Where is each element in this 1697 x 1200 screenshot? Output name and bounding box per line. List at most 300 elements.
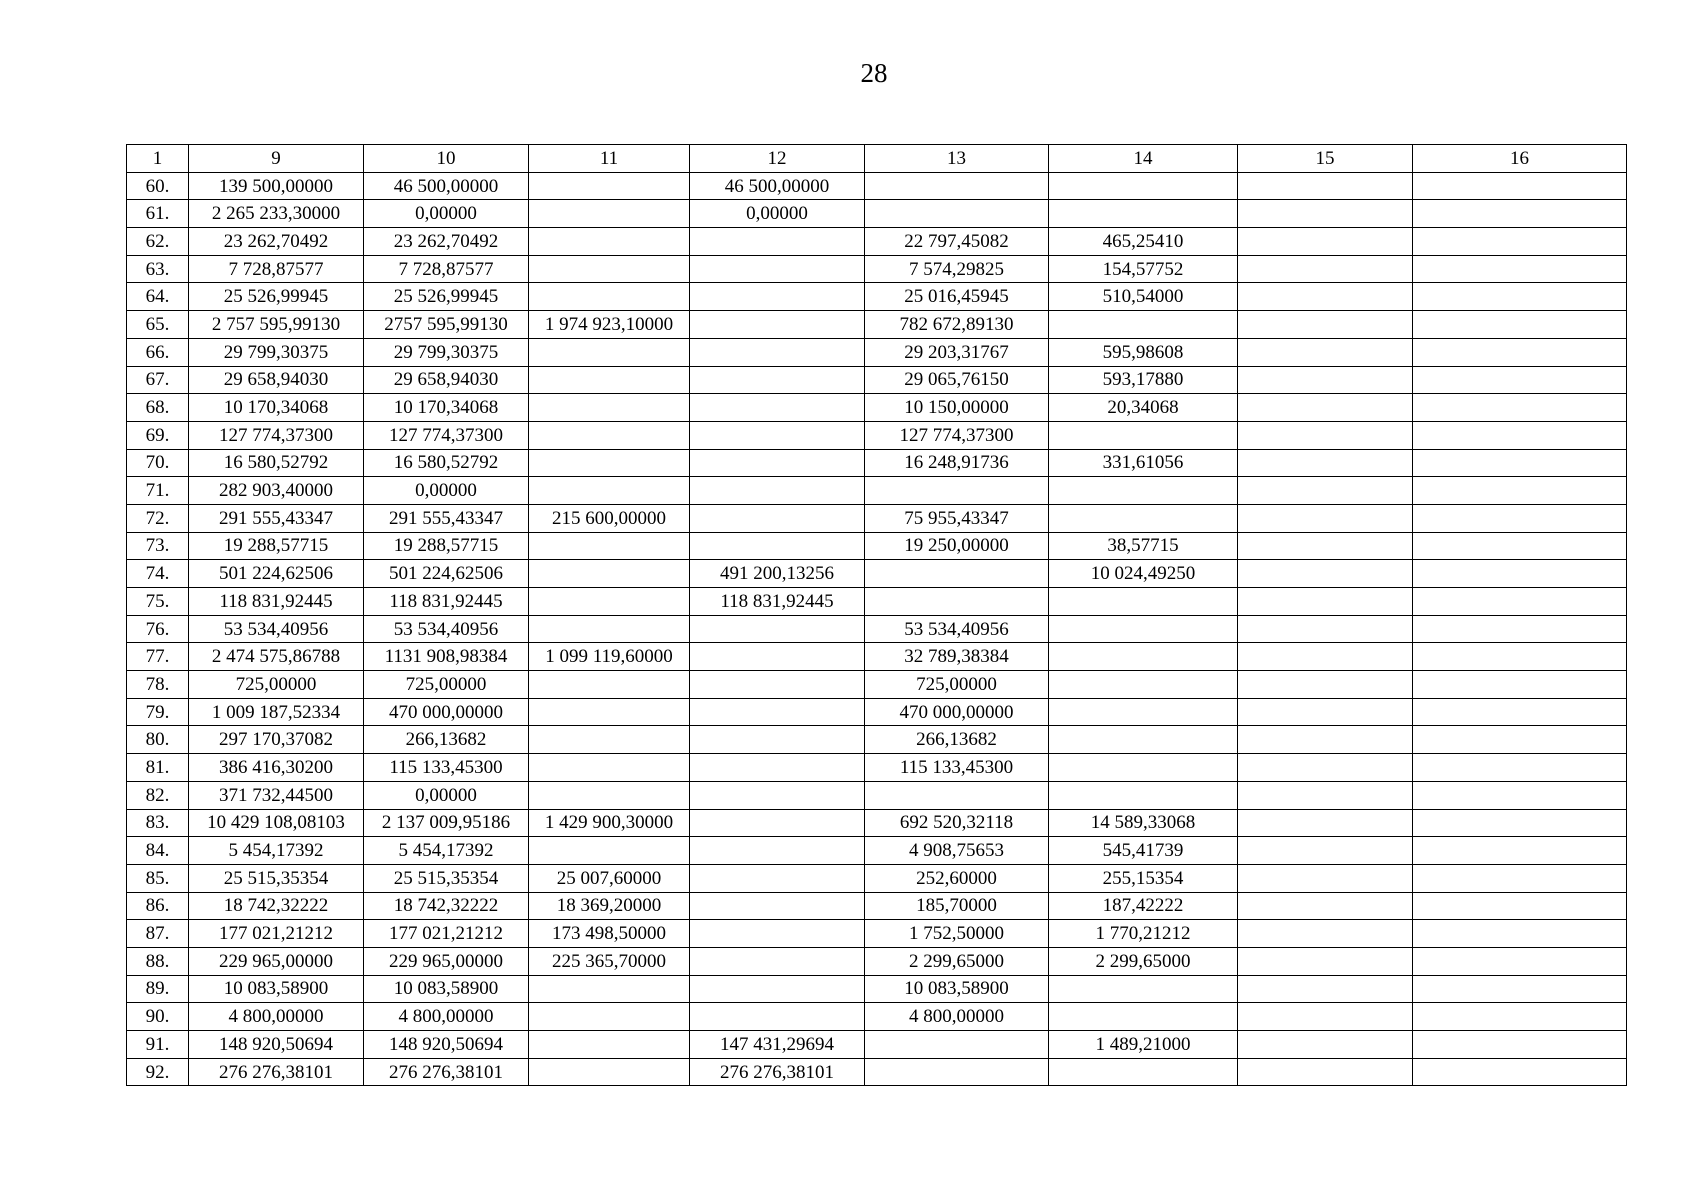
table-cell: 177 021,21212: [364, 920, 529, 948]
table-cell: [1413, 726, 1627, 754]
table-row: [127, 1058, 1627, 1086]
table-cell: [1413, 947, 1627, 975]
table-cell: [1049, 975, 1238, 1003]
table-cell: [1413, 1003, 1627, 1031]
table-cell: 501 224,62506: [189, 560, 364, 588]
table-cell: 0,00000: [364, 200, 529, 228]
table-cell: 23 262,70492: [364, 228, 529, 256]
table-cell: [1413, 311, 1627, 339]
table-cell: [1238, 311, 1413, 339]
table-cell: [1049, 421, 1238, 449]
table-cell: [1238, 421, 1413, 449]
table-cell: [529, 283, 690, 311]
table-cell: 53 534,40956: [865, 615, 1049, 643]
table-cell: [1413, 504, 1627, 532]
table-cell: [690, 754, 865, 782]
table-cell: [690, 338, 865, 366]
row-number-cell: 64.: [127, 283, 189, 311]
table-cell: [1413, 920, 1627, 948]
table-cell: 18 742,32222: [364, 892, 529, 920]
table-cell: 187,42222: [1049, 892, 1238, 920]
table-cell: 32 789,38384: [865, 643, 1049, 671]
table-cell: [1413, 1058, 1627, 1086]
table-cell: [1413, 892, 1627, 920]
table-cell: 19 288,57715: [189, 532, 364, 560]
table-cell: 225 365,70000: [529, 947, 690, 975]
table-cell: 252,60000: [865, 864, 1049, 892]
table-cell: [1413, 366, 1627, 394]
table-cell: [529, 1003, 690, 1031]
table-cell: 118 831,92445: [690, 588, 865, 616]
table-cell: [1049, 311, 1238, 339]
table-cell: [690, 255, 865, 283]
table-row: [127, 864, 1627, 892]
row-number-cell: 87.: [127, 920, 189, 948]
table-cell: 4 908,75653: [865, 837, 1049, 865]
table-cell: 29 799,30375: [364, 338, 529, 366]
table-cell: [690, 228, 865, 256]
table-cell: 29 799,30375: [189, 338, 364, 366]
row-number-cell: 86.: [127, 892, 189, 920]
table-cell: 16 248,91736: [865, 449, 1049, 477]
table-row: [127, 698, 1627, 726]
table-cell: [529, 532, 690, 560]
table-cell: [1413, 560, 1627, 588]
table-cell: 139 500,00000: [189, 172, 364, 200]
table-cell: [1413, 837, 1627, 865]
table-cell: 147 431,29694: [690, 1031, 865, 1059]
row-number-cell: 78.: [127, 671, 189, 699]
table-cell: 1 009 187,52334: [189, 698, 364, 726]
row-number-cell: 63.: [127, 255, 189, 283]
table-cell: 276 276,38101: [189, 1058, 364, 1086]
table-cell: [1413, 338, 1627, 366]
table-cell: 177 021,21212: [189, 920, 364, 948]
table-cell: [1238, 449, 1413, 477]
page-number: 28: [860, 58, 888, 88]
table-cell: 38,57715: [1049, 532, 1238, 560]
table-cell: 2757 595,99130: [364, 311, 529, 339]
table-cell: 4 800,00000: [189, 1003, 364, 1031]
table-cell: [865, 477, 1049, 505]
table-cell: [1238, 200, 1413, 228]
table-cell: [1413, 588, 1627, 616]
table-cell: 25 515,35354: [189, 864, 364, 892]
table-cell: [690, 283, 865, 311]
table-cell: [690, 781, 865, 809]
table-cell: 18 369,20000: [529, 892, 690, 920]
table-cell: 173 498,50000: [529, 920, 690, 948]
table-cell: [529, 754, 690, 782]
table-cell: 185,70000: [865, 892, 1049, 920]
table-cell: [690, 366, 865, 394]
table-cell: [529, 837, 690, 865]
table-cell: 29 203,31767: [865, 338, 1049, 366]
row-number-cell: 83.: [127, 809, 189, 837]
table-cell: 19 250,00000: [865, 532, 1049, 560]
table-cell: 29 658,94030: [189, 366, 364, 394]
table-cell: [690, 671, 865, 699]
table-cell: [865, 560, 1049, 588]
row-number-cell: 71.: [127, 477, 189, 505]
row-number-cell: 85.: [127, 864, 189, 892]
table-cell: [1413, 809, 1627, 837]
table-row: [127, 588, 1627, 616]
table-cell: 10 170,34068: [189, 394, 364, 422]
table-cell: 2 299,65000: [1049, 947, 1238, 975]
table-cell: [1238, 837, 1413, 865]
table-row: [127, 754, 1627, 782]
table-row: [127, 421, 1627, 449]
table-cell: [1413, 643, 1627, 671]
table-cell: 154,57752: [1049, 255, 1238, 283]
column-header: 14: [1049, 145, 1238, 173]
table-cell: 115 133,45300: [364, 754, 529, 782]
table-row: [127, 947, 1627, 975]
row-number-cell: 79.: [127, 698, 189, 726]
row-number-cell: 72.: [127, 504, 189, 532]
table-cell: [1238, 504, 1413, 532]
table-cell: 16 580,52792: [189, 449, 364, 477]
table-cell: 255,15354: [1049, 864, 1238, 892]
table-cell: [529, 975, 690, 1003]
table-cell: [1238, 283, 1413, 311]
table-cell: [529, 560, 690, 588]
row-number-cell: 88.: [127, 947, 189, 975]
table-row: [127, 643, 1627, 671]
table-cell: [1049, 200, 1238, 228]
table-cell: 10 083,58900: [865, 975, 1049, 1003]
table-cell: 2 474 575,86788: [189, 643, 364, 671]
table-cell: 148 920,50694: [364, 1031, 529, 1059]
table-cell: 371 732,44500: [189, 781, 364, 809]
table-cell: 22 797,45082: [865, 228, 1049, 256]
table-cell: [690, 311, 865, 339]
table-cell: [529, 255, 690, 283]
table-cell: [1238, 615, 1413, 643]
row-number-cell: 90.: [127, 1003, 189, 1031]
row-number-cell: 75.: [127, 588, 189, 616]
table-cell: [1413, 864, 1627, 892]
table-row: [127, 671, 1627, 699]
table-row: [127, 172, 1627, 200]
table-cell: 1 752,50000: [865, 920, 1049, 948]
table-cell: 10 150,00000: [865, 394, 1049, 422]
table-cell: [1413, 781, 1627, 809]
table-cell: 4 800,00000: [865, 1003, 1049, 1031]
table-row: [127, 975, 1627, 1003]
table-cell: 75 955,43347: [865, 504, 1049, 532]
table-cell: [1413, 754, 1627, 782]
table-cell: 118 831,92445: [189, 588, 364, 616]
table-cell: [529, 588, 690, 616]
table-cell: [865, 172, 1049, 200]
table-cell: [1049, 671, 1238, 699]
table-cell: 29 065,76150: [865, 366, 1049, 394]
table-row: [127, 394, 1627, 422]
row-number-cell: 92.: [127, 1058, 189, 1086]
table-cell: [690, 394, 865, 422]
row-number-cell: 84.: [127, 837, 189, 865]
table-cell: 29 658,94030: [364, 366, 529, 394]
table-cell: [1049, 754, 1238, 782]
table-cell: [1238, 864, 1413, 892]
table-row: [127, 477, 1627, 505]
table-cell: [1238, 588, 1413, 616]
column-header: 9: [189, 145, 364, 173]
table-cell: 725,00000: [364, 671, 529, 699]
table-cell: [1238, 781, 1413, 809]
table-cell: 1 770,21212: [1049, 920, 1238, 948]
table-cell: [1238, 975, 1413, 1003]
column-header: 16: [1413, 145, 1627, 173]
table-row: [127, 200, 1627, 228]
table-cell: 25 016,45945: [865, 283, 1049, 311]
table-cell: [529, 449, 690, 477]
row-number-cell: 80.: [127, 726, 189, 754]
table-cell: [865, 200, 1049, 228]
table-cell: 5 454,17392: [189, 837, 364, 865]
table-cell: [1238, 892, 1413, 920]
table-cell: 25 526,99945: [364, 283, 529, 311]
table-cell: [529, 671, 690, 699]
table-row: [127, 1003, 1627, 1031]
table-cell: [690, 698, 865, 726]
table-row: [127, 228, 1627, 256]
table-cell: [1049, 588, 1238, 616]
table-cell: [1238, 532, 1413, 560]
table-cell: 5 454,17392: [364, 837, 529, 865]
table-cell: [1413, 255, 1627, 283]
column-header: 15: [1238, 145, 1413, 173]
row-number-cell: 67.: [127, 366, 189, 394]
table-cell: [690, 643, 865, 671]
row-number-cell: 73.: [127, 532, 189, 560]
table-cell: [1049, 1003, 1238, 1031]
table-cell: [1238, 394, 1413, 422]
table-row: [127, 255, 1627, 283]
table-cell: 2 265 233,30000: [189, 200, 364, 228]
table-cell: 10 429 108,08103: [189, 809, 364, 837]
table-cell: [529, 698, 690, 726]
row-number-cell: 89.: [127, 975, 189, 1003]
table-cell: 25 515,35354: [364, 864, 529, 892]
column-header: 11: [529, 145, 690, 173]
table-cell: [690, 864, 865, 892]
row-number-cell: 91.: [127, 1031, 189, 1059]
table-cell: [1238, 1058, 1413, 1086]
table-cell: [865, 1058, 1049, 1086]
table-cell: [1238, 1003, 1413, 1031]
table-cell: 725,00000: [865, 671, 1049, 699]
table-cell: 1 429 900,30000: [529, 809, 690, 837]
table-cell: 53 534,40956: [189, 615, 364, 643]
table-cell: [690, 837, 865, 865]
row-number-cell: 69.: [127, 421, 189, 449]
table-cell: 115 133,45300: [865, 754, 1049, 782]
table-row: [127, 504, 1627, 532]
table-cell: 127 774,37300: [189, 421, 364, 449]
table-cell: [865, 1031, 1049, 1059]
table-cell: [1413, 394, 1627, 422]
table-cell: [1413, 283, 1627, 311]
table-cell: [1238, 338, 1413, 366]
row-number-cell: 61.: [127, 200, 189, 228]
table-cell: [1049, 781, 1238, 809]
table-row: [127, 837, 1627, 865]
table-cell: 1131 908,98384: [364, 643, 529, 671]
table-cell: [1238, 255, 1413, 283]
table-cell: 215 600,00000: [529, 504, 690, 532]
table-row: [127, 781, 1627, 809]
table-cell: [1413, 532, 1627, 560]
row-number-cell: 60.: [127, 172, 189, 200]
table-cell: [690, 421, 865, 449]
table-cell: 595,98608: [1049, 338, 1238, 366]
table-cell: 10 083,58900: [364, 975, 529, 1003]
table-row: [127, 920, 1627, 948]
table-row: [127, 532, 1627, 560]
table-cell: 46 500,00000: [690, 172, 865, 200]
table-cell: [1049, 615, 1238, 643]
table-cell: [1238, 228, 1413, 256]
table-row: [127, 726, 1627, 754]
table-cell: [690, 920, 865, 948]
table-cell: 593,17880: [1049, 366, 1238, 394]
table-cell: [690, 809, 865, 837]
row-number-cell: 77.: [127, 643, 189, 671]
table-cell: [1049, 643, 1238, 671]
table-cell: [1238, 477, 1413, 505]
table-cell: 118 831,92445: [364, 588, 529, 616]
table-cell: 4 800,00000: [364, 1003, 529, 1031]
row-number-cell: 76.: [127, 615, 189, 643]
table-cell: 127 774,37300: [364, 421, 529, 449]
table-cell: 545,41739: [1049, 837, 1238, 865]
table-cell: [1238, 366, 1413, 394]
table-cell: [1238, 1031, 1413, 1059]
table-cell: 19 288,57715: [364, 532, 529, 560]
column-header: 13: [865, 145, 1049, 173]
table-cell: 0,00000: [364, 477, 529, 505]
table-cell: 386 416,30200: [189, 754, 364, 782]
table-cell: [690, 532, 865, 560]
row-number-cell: 82.: [127, 781, 189, 809]
row-number-cell: 81.: [127, 754, 189, 782]
table-cell: [1413, 615, 1627, 643]
table-cell: [529, 781, 690, 809]
table-cell: [1238, 643, 1413, 671]
table-cell: 297 170,37082: [189, 726, 364, 754]
table-row: [127, 283, 1627, 311]
column-header: 1: [127, 145, 189, 173]
table-cell: 510,54000: [1049, 283, 1238, 311]
table-row: [127, 809, 1627, 837]
table-cell: [1413, 698, 1627, 726]
table-cell: [690, 947, 865, 975]
table-cell: 10 083,58900: [189, 975, 364, 1003]
table-cell: 276 276,38101: [364, 1058, 529, 1086]
table-cell: [1049, 726, 1238, 754]
table-cell: 20,34068: [1049, 394, 1238, 422]
table-cell: 470 000,00000: [865, 698, 1049, 726]
row-number-cell: 74.: [127, 560, 189, 588]
table-cell: 18 742,32222: [189, 892, 364, 920]
table-cell: [690, 975, 865, 1003]
table-cell: [690, 892, 865, 920]
table-cell: 7 574,29825: [865, 255, 1049, 283]
table-cell: 782 672,89130: [865, 311, 1049, 339]
table-cell: [1049, 477, 1238, 505]
table-cell: 1 974 923,10000: [529, 311, 690, 339]
table-cell: 266,13682: [364, 726, 529, 754]
table-cell: [1413, 671, 1627, 699]
table-cell: 725,00000: [189, 671, 364, 699]
table-cell: 470 000,00000: [364, 698, 529, 726]
table-cell: [529, 228, 690, 256]
column-header: 10: [364, 145, 529, 173]
table-cell: 2 299,65000: [865, 947, 1049, 975]
table-cell: 331,61056: [1049, 449, 1238, 477]
table-cell: [690, 1003, 865, 1031]
table-cell: 229 965,00000: [189, 947, 364, 975]
table-row: [127, 892, 1627, 920]
table-cell: [1413, 449, 1627, 477]
table-row: [127, 560, 1627, 588]
table-cell: [1413, 477, 1627, 505]
table-cell: [529, 477, 690, 505]
table-cell: [1238, 172, 1413, 200]
table-cell: [529, 1031, 690, 1059]
table-cell: [1238, 698, 1413, 726]
table-cell: 0,00000: [364, 781, 529, 809]
table-cell: [1238, 726, 1413, 754]
table-cell: [690, 477, 865, 505]
table-cell: 148 920,50694: [189, 1031, 364, 1059]
table-cell: 23 262,70492: [189, 228, 364, 256]
table-cell: [1238, 754, 1413, 782]
table-cell: 25 007,60000: [529, 864, 690, 892]
table-cell: [1238, 920, 1413, 948]
table-cell: [529, 338, 690, 366]
table-cell: 7 728,87577: [364, 255, 529, 283]
table-cell: [865, 781, 1049, 809]
table-cell: [1049, 698, 1238, 726]
table-cell: 10 024,49250: [1049, 560, 1238, 588]
row-number-cell: 68.: [127, 394, 189, 422]
table-cell: 282 903,40000: [189, 477, 364, 505]
table-cell: [1238, 947, 1413, 975]
table-cell: [1238, 809, 1413, 837]
table-cell: [529, 200, 690, 228]
table-cell: 14 589,33068: [1049, 809, 1238, 837]
table-cell: 10 170,34068: [364, 394, 529, 422]
table-cell: [529, 172, 690, 200]
table-cell: [865, 588, 1049, 616]
table-cell: [529, 1058, 690, 1086]
table-cell: 25 526,99945: [189, 283, 364, 311]
table-cell: 53 534,40956: [364, 615, 529, 643]
table-header-row: [127, 145, 1627, 173]
table-row: [127, 615, 1627, 643]
table-cell: 291 555,43347: [189, 504, 364, 532]
table-cell: 7 728,87577: [189, 255, 364, 283]
table-cell: [690, 615, 865, 643]
table-cell: [529, 615, 690, 643]
table-cell: [1049, 504, 1238, 532]
table-cell: 2 757 595,99130: [189, 311, 364, 339]
table-cell: 2 137 009,95186: [364, 809, 529, 837]
